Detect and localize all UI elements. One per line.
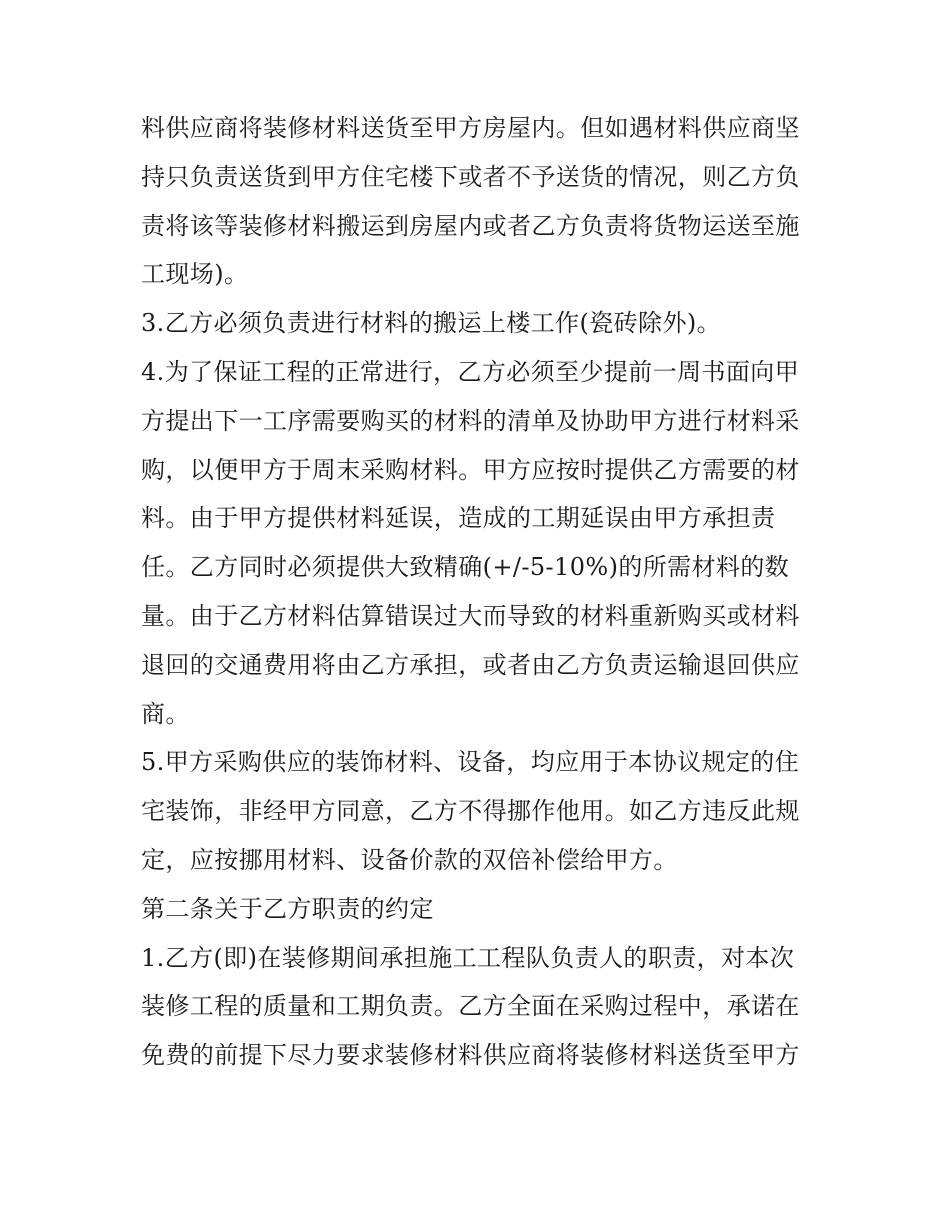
text-line: 责将该等装修材料搬运到房屋内或者乙方负责将货物运送至施	[141, 211, 800, 240]
text-line: 料供应商将装修材料送货至甲方房屋内。但如遇材料供应商坚	[141, 114, 800, 142]
text-line: 宅装饰，非经甲方同意，乙方不得挪作他用。如乙方违反此规	[141, 797, 800, 826]
text-line: 购，以便甲方于周末采购材料。甲方应按时提供乙方需要的材	[141, 455, 800, 484]
text-line: 装修工程的质量和工期负责。乙方全面在采购过程中，承诺在	[141, 992, 800, 1021]
clause-5-line: 5.甲方采购供应的装饰材料、设备，均应用于本协议规定的住	[141, 748, 800, 777]
text-line: 任。乙方同时必须提供大致精确(+/-5-10%)的所需材料的数	[141, 553, 790, 582]
text-line: 量。由于乙方材料估算错误过大而导致的材料重新购买或材料	[141, 601, 800, 630]
text-line: 定，应按挪用材料、设备价款的双倍补偿给甲方。	[141, 845, 678, 874]
text-line: 商。	[141, 699, 190, 728]
section-heading: 第二条关于乙方职责的约定	[141, 894, 434, 923]
text-line: 工现场)。	[141, 260, 249, 289]
clause-3-line: 3.乙方必须负责进行材料的搬运上楼工作(瓷砖除外)。	[141, 309, 722, 338]
text-line: 免费的前提下尽力要求装修材料供应商将装修材料送货至甲方	[141, 1041, 800, 1070]
clause-4-line: 4.为了保证工程的正常进行，乙方必须至少提前一周书面向甲	[141, 357, 800, 386]
document-body	[141, 104, 821, 1080]
text-line: 退回的交通费用将由乙方承担，或者由乙方负责运输退回供应	[141, 650, 800, 679]
text-line: 料。由于甲方提供材料延误，造成的工期延误由甲方承担责	[141, 504, 776, 533]
text-line: 持只负责送货到甲方住宅楼下或者不予送货的情况，则乙方负	[141, 162, 800, 191]
clause-1-line: 1.乙方(即)在装修期间承担施工工程队负责人的职责，对本次	[141, 943, 795, 972]
text-line: 方提出下一工序需要购买的材料的清单及协助甲方进行材料采	[141, 406, 800, 435]
